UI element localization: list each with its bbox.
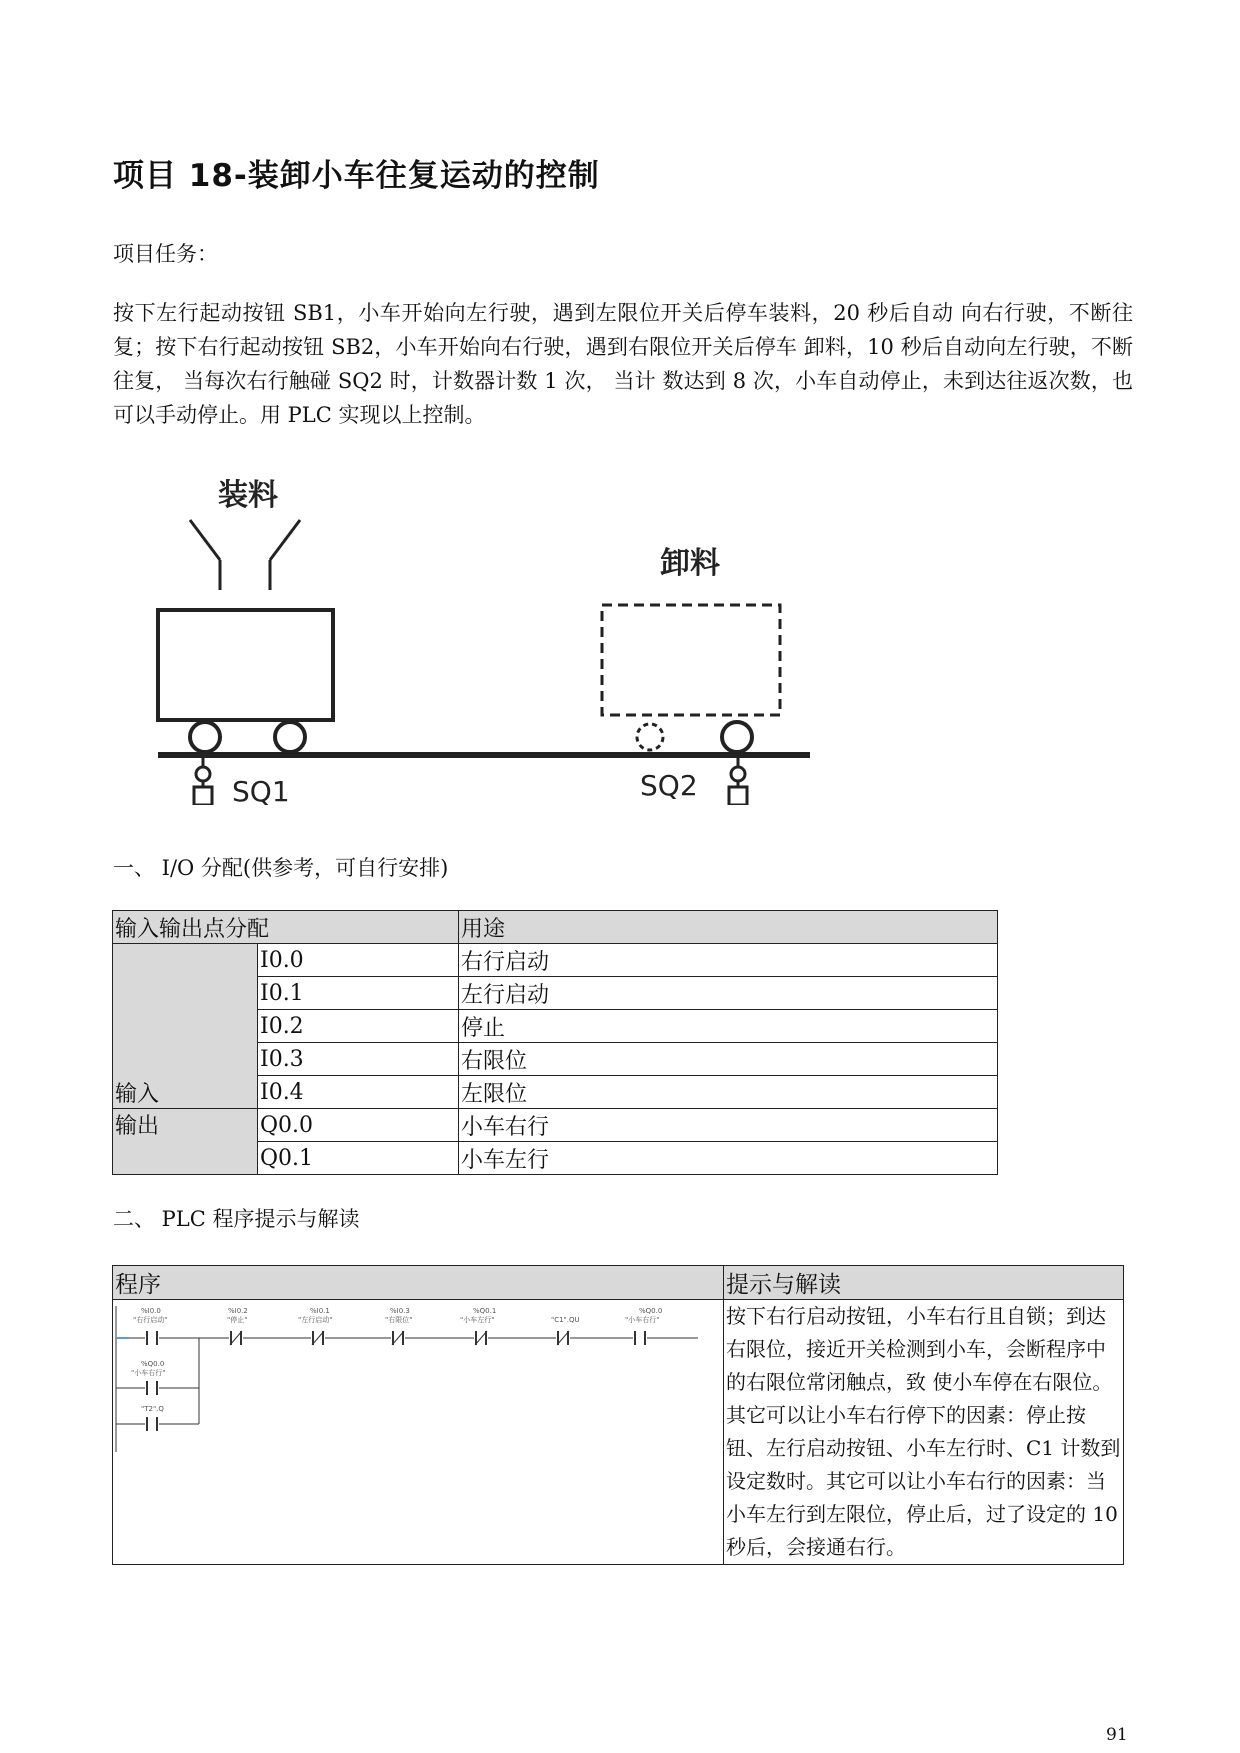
io-addr: I0.1 <box>258 977 459 1010</box>
io-addr: Q0.1 <box>258 1142 459 1175</box>
table-row <box>113 944 998 977</box>
io-use: 左行启动 <box>459 977 998 1010</box>
unload-label: 卸料 <box>660 546 720 581</box>
io-use: 右限位 <box>459 1043 998 1076</box>
contact-i02 <box>227 1307 248 1345</box>
svg-text:"T2".Q: "T2".Q <box>141 1405 164 1413</box>
contact-i03 <box>385 1307 412 1345</box>
svg-text:%Q0.1: %Q0.1 <box>473 1307 497 1315</box>
io-addr: Q0.0 <box>258 1109 459 1142</box>
sq2-label: SQ2 <box>640 769 698 802</box>
io-addr: I0.3 <box>258 1043 459 1076</box>
cart-unloading <box>602 605 780 715</box>
load-label: 装料 <box>218 478 278 513</box>
svg-text:%Q0.0: %Q0.0 <box>639 1307 663 1315</box>
sq1-switch <box>194 787 212 805</box>
svg-text:"小车右行": "小车右行" <box>131 1369 166 1377</box>
io-header-right: 用途 <box>459 911 998 944</box>
section-io-heading: 一、 I/O 分配(供参考，可自行安排) <box>113 856 449 880</box>
io-use: 停止 <box>459 1010 998 1043</box>
branch-contact-q00 <box>131 1360 165 1395</box>
svg-text:%I0.1: %I0.1 <box>310 1307 330 1315</box>
contact-i01 <box>298 1307 332 1345</box>
coil-q00 <box>625 1307 662 1345</box>
table-row <box>113 1109 998 1142</box>
cart-diagram <box>140 465 840 805</box>
svg-text:"小车左行": "小车左行" <box>460 1316 495 1324</box>
io-group-input: 输入 <box>113 944 258 1109</box>
io-addr: I0.0 <box>258 944 459 977</box>
program-table <box>112 1265 1124 1565</box>
contact-q01 <box>460 1307 496 1345</box>
contact-i00 <box>133 1307 167 1345</box>
io-addr: I0.4 <box>258 1076 459 1109</box>
svg-text:"右限位": "右限位" <box>385 1316 413 1324</box>
section-plc-heading: 二、 PLC 程序提示与解读 <box>113 1207 360 1231</box>
io-use: 小车右行 <box>459 1109 998 1142</box>
io-use: 左限位 <box>459 1076 998 1109</box>
ladder-diagram <box>113 1300 713 1460</box>
svg-text:%I0.2: %I0.2 <box>228 1307 248 1315</box>
ladder-cell <box>113 1300 724 1565</box>
io-addr: I0.2 <box>258 1010 459 1043</box>
io-header-left: 输入输出点分配 <box>113 911 459 944</box>
svg-text:"右行启动": "右行启动" <box>133 1316 168 1324</box>
svg-text:%I0.0: %I0.0 <box>141 1307 161 1315</box>
prog-header-right: 提示与解读 <box>724 1266 1124 1300</box>
cart-loading <box>158 610 333 720</box>
contact-c1 <box>551 1316 580 1345</box>
svg-text:"左行启动": "左行启动" <box>298 1316 333 1324</box>
page-number: 91 <box>1106 1725 1128 1745</box>
sq1-label: SQ1 <box>232 775 290 805</box>
svg-text:"停止": "停止" <box>227 1316 248 1324</box>
svg-text:%Q0.0: %Q0.0 <box>141 1360 165 1368</box>
svg-text:"C1".QU: "C1".QU <box>551 1316 580 1324</box>
page-title: 项目 18-装卸小车往复运动的控制 <box>113 158 600 194</box>
hint-text: 按下右行启动按钮，小车右行且自锁；到达右限位，接近开关检测到小车，会断程序中的右限位常闭触点，致 使小车停在右限位。其它可以让小车右行停下的因素：停止按钮、左行启动按钮、小车左行时、C1 计数到设定数时。其它可以让小车右行的因素：当小车左行到左限位，停止后，过了设定的 10 秒后，会接通右行。 <box>724 1300 1124 1565</box>
io-group-output: 输出 <box>113 1109 258 1175</box>
branch-contact-t2 <box>141 1405 164 1431</box>
io-use: 小车左行 <box>459 1142 998 1175</box>
svg-text:%I0.3: %I0.3 <box>390 1307 410 1315</box>
prog-header-left: 程序 <box>113 1266 724 1300</box>
svg-text:"小车右行": "小车右行" <box>625 1316 660 1324</box>
io-table <box>112 910 998 1175</box>
task-paragraph: 按下左行起动按钮 SB1，小车开始向左行驶，遇到左限位开关后停车装料，20 秒后自动 向右行驶，不断往复；按下右行起动按钮 SB2，小车开始向右行驶，遇到右限位开关后停车 卸料，10 秒后自动向左行驶，不断往复， 当每次右行触碰 SQ2 时，计数器计数 1 次， 当计 数达到 8 次，小车自动停止，未到达往返次数，也可以手动停止。用 PLC 实现以上控制。 <box>113 301 1133 427</box>
io-use: 右行启动 <box>459 944 998 977</box>
sq2-switch <box>729 787 747 805</box>
task-heading: 项目任务： <box>113 242 218 266</box>
